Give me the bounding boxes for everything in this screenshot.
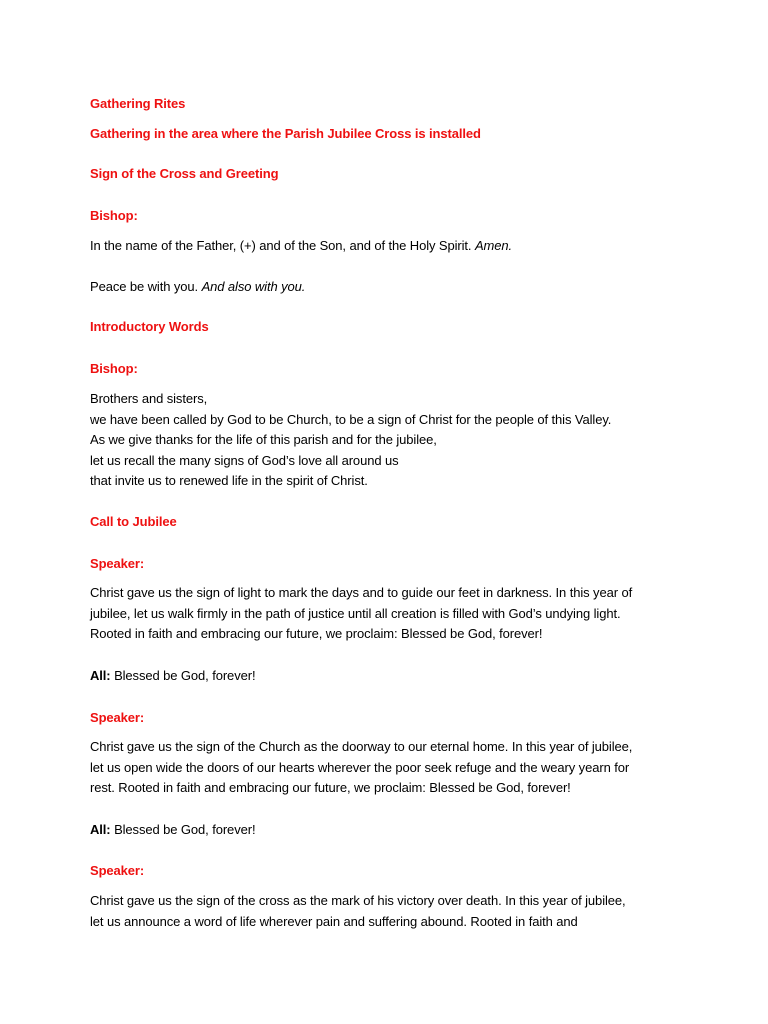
text-line: that invite us to renewed life in the spirit of Christ. <box>90 473 368 488</box>
text-line: let us announce a word of life wherever pain and suffering abound. Rooted in faith and <box>90 913 578 929</box>
text-line: As we give thanks for the life of this parish and for the jubilee, <box>90 432 437 447</box>
church-proclamation <box>90 737 690 799</box>
greeting-text: Peace be with you. <box>90 279 199 294</box>
text-line: Christ gave us the sign of the cross as the mark of his victory over death. In this year of jubilee, <box>90 893 626 908</box>
all-label: All: <box>90 822 111 837</box>
text-line: jubilee, let us walk firmly in the path of justice until all creation is filled with God’s undying light. <box>90 605 621 621</box>
speaker-label: Speaker: <box>90 863 145 878</box>
text-line: Rooted in faith and embracing our future, we proclaim: Blessed be God, forever! <box>90 626 543 641</box>
light-proclamation <box>90 583 690 645</box>
all-response <box>90 666 690 686</box>
heading-introductory-words: Introductory Words <box>90 319 209 334</box>
heading-sign-of-cross: Sign of the Cross and Greeting <box>90 166 279 181</box>
text-line: rest. Rooted in faith and embracing our future, we proclaim: Blessed be God, forever! <box>90 780 571 795</box>
text-line: Brothers and sisters, <box>90 391 208 406</box>
all-response-text: Blessed be God, forever! <box>114 668 256 683</box>
cross-proclamation <box>90 891 690 932</box>
heading-gathering-rites: Gathering Rites <box>90 96 186 111</box>
all-response-text: Blessed be God, forever! <box>114 822 256 837</box>
heading-gathering-area: Gathering in the area where the Parish Jubilee Cross is installed <box>90 126 481 141</box>
all-label: All: <box>90 668 111 683</box>
speaker-label-bishop: Bishop: <box>90 361 138 376</box>
text-line: Christ gave us the sign of the Church as the doorway to our eternal home. In this year of jubilee, <box>90 739 633 754</box>
introductory-words-text <box>90 389 690 492</box>
text-line: let us open wide the doors of our hearts wherever the poor seek refuge and the weary yearn for <box>90 759 630 775</box>
greeting-response: And also with you. <box>201 279 306 294</box>
invocation-response: Amen. <box>474 238 513 253</box>
speaker-label-bishop: Bishop: <box>90 208 138 223</box>
speaker-label: Speaker: <box>90 710 145 725</box>
text-line: Christ gave us the sign of light to mark the days and to guide our feet in darkness. In this year of <box>90 585 633 600</box>
speaker-label: Speaker: <box>90 556 145 571</box>
text-line: let us recall the many signs of God’s love all around us <box>90 452 399 468</box>
greeting-line <box>90 277 690 297</box>
text-line: we have been called by God to be Church, to be a sign of Christ for the people of this Valley. <box>90 411 612 427</box>
invocation-line <box>90 236 690 256</box>
all-response <box>90 820 690 840</box>
invocation-text: In the name of the Father, (+) and of the Son, and of the Holy Spirit. <box>90 238 472 253</box>
heading-call-to-jubilee: Call to Jubilee <box>90 514 177 529</box>
